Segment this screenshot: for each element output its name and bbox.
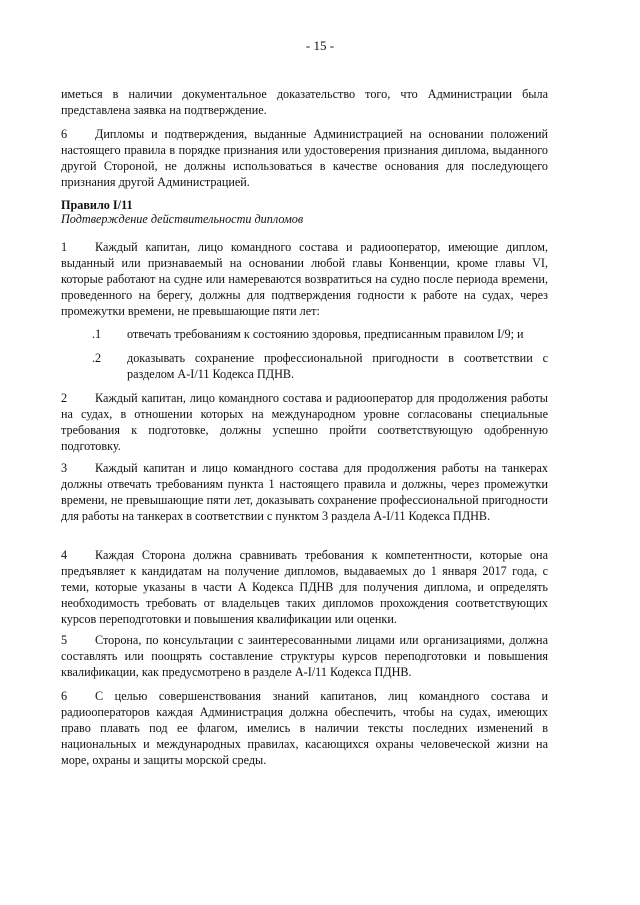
rule-heading: Правило I/11 [61, 198, 133, 212]
subitem-marker: .2 [92, 351, 102, 365]
subitem-1 [92, 326, 548, 342]
paragraph-text: Каждый капитан, лицо командного состава и радиооператор, имеющие диплом, выданный или признаваемый на основании любой главы Конвенции, кроме главы VI, которые работают на судне или намереваются возвратиться на судно после периода времени, проведенного на берегу, должны для подтверждения годности к работе на судах, через промежутки времени, не превышающие пяти лет: [61, 240, 548, 318]
paragraph-6-prev [61, 126, 548, 190]
subitem-marker: .1 [92, 327, 102, 341]
paragraph-2 [61, 390, 548, 454]
paragraph-3 [61, 460, 548, 524]
subitem-2 [92, 350, 548, 382]
rule-subtitle: Подтверждение действительности дипломов [61, 212, 304, 226]
paragraph-number: 6 [61, 689, 68, 703]
paragraph-5 [61, 632, 548, 680]
paragraph-6 [61, 688, 548, 768]
paragraph-text: Дипломы и подтверждения, выданные Администрацией на основании положений настоящего правила в порядке признания или удостоверения признания диплома, выданного другой Стороной, не должны использоваться в качестве основания для последующего признания другой Администрацией. [61, 127, 548, 189]
subitem-text: отвечать требованиям к состоянию здоровья, предписанным правилом I/9; и [127, 327, 524, 341]
paragraph-number: 6 [61, 127, 68, 141]
paragraph-text: Каждый капитан, лицо командного состава и радиооператор для продолжения работы на судах, в отношении которых на международном уровне согласованы специальные требования к подготовке, должны успешно пройти соответствующую одобренную подготовку. [61, 391, 548, 453]
paragraph-4 [61, 547, 548, 627]
paragraph-intro: иметься в наличии документальное доказательство того, что Администрации была представлена заявка на подтверждение. [61, 87, 548, 117]
subitem-text: доказывать сохранение профессиональной пригодности в соответствии с разделом A-I/11 Кодекса ПДНВ. [127, 351, 548, 381]
paragraph-number: 1 [61, 240, 68, 254]
paragraph-1 [61, 239, 548, 319]
paragraph-number: 3 [61, 461, 68, 475]
paragraph-number: 5 [61, 633, 68, 647]
paragraph-text: Сторона, по консультации с заинтересованными лицами или организациями, должна составлять или поощрять составление структуры курсов переподготовки и повышения квалификации, как предусмотрено в разделе A-I/11 Кодекса ПДНВ. [61, 633, 548, 679]
paragraph-text: Каждый капитан и лицо командного состава для продолжения работы на танкерах должны отвечать требованиям пункта 1 настоящего правила и должны, через промежутки времени, не превышающие пяти лет, доказывать сохранение профессиональной пригодности для работы на танкерах в соответствии с пунктом 3 раздела A-I/11 Кодекса ПДНВ. [61, 461, 548, 523]
paragraph-number: 2 [61, 391, 68, 405]
paragraph-text: Каждая Сторона должна сравнивать требования к компетентности, которые она предъявляет к кандидатам на получение дипломов, выдаваемых до 1 января 2017 года, с теми, которые указаны в части A Кодекса ПДНВ для получения диплома, и определять необходимость требовать от владельцев таких дипломов прохождения соответствующих курсов переподготовки и повышения квалификации или оценки. [61, 548, 548, 626]
page-number: - 15 - [305, 38, 335, 53]
paragraph-number: 4 [61, 548, 68, 562]
paragraph-text: С целью совершенствования знаний капитанов, лиц командного состава и радиооператоров каждая Администрация должна обеспечить, чтобы на судах, имеющих право плавать под ее флагом, имелись в наличии тексты последних изменений в национальных и международных правилах, касающихся охраны человеческой жизни на море, охраны и защиты морской среды. [61, 689, 548, 767]
